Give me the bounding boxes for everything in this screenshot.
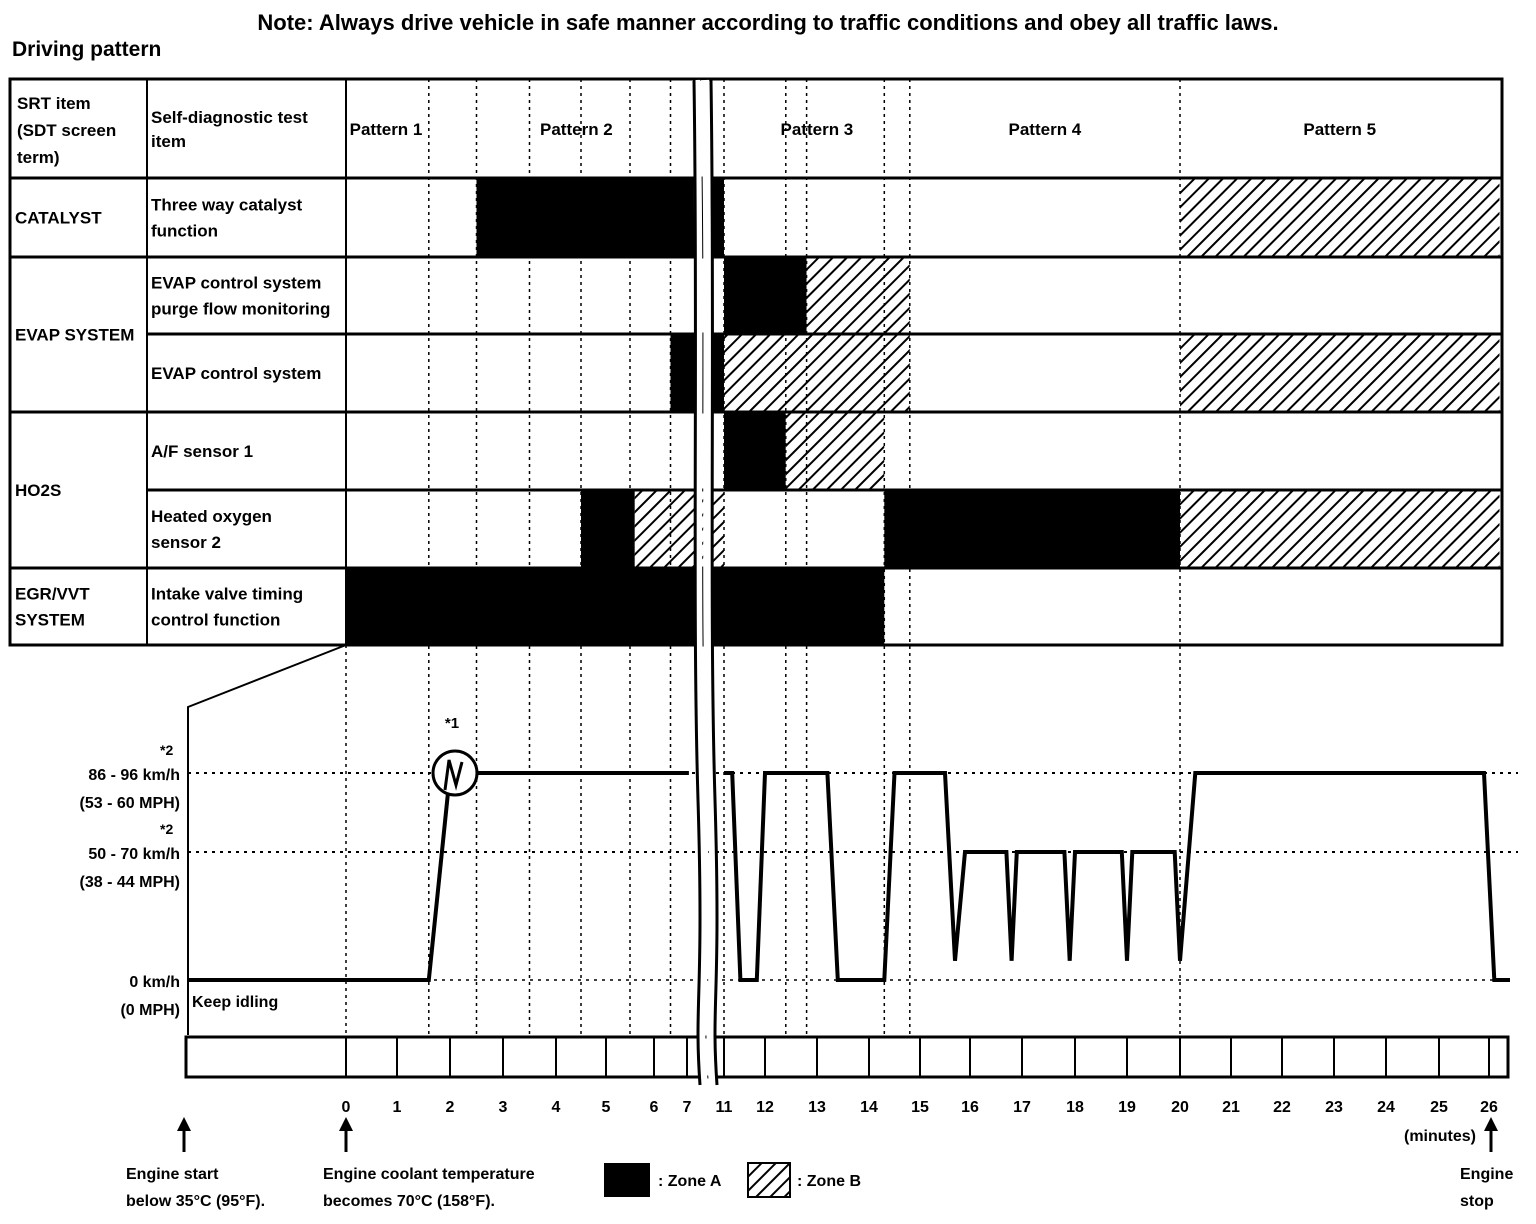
coolant-arrow-head <box>339 1117 353 1131</box>
zone-a-block <box>724 412 786 490</box>
safety-note: Note: Always drive vehicle in safe manner according to traffic conditions and obey all traffic laws. <box>257 10 1279 35</box>
srt-group-label: EGR/VVT <box>15 584 90 604</box>
pattern-label: Pattern 3 <box>780 120 854 139</box>
speed-level-note: *2 <box>160 742 174 758</box>
time-tick-label: 13 <box>808 1099 826 1116</box>
time-tick-label: 21 <box>1222 1099 1240 1116</box>
test-item-label: sensor 2 <box>151 533 221 552</box>
test-item-label: Three way catalyst <box>151 195 303 215</box>
time-tick-label: 15 <box>911 1099 929 1116</box>
time-tick-label: 6 <box>649 1099 659 1116</box>
time-tick-label: 17 <box>1013 1099 1031 1116</box>
time-tick-label: 23 <box>1325 1099 1343 1116</box>
header-test-item: item <box>151 132 186 151</box>
time-tick-label: 19 <box>1118 1099 1136 1116</box>
test-item-label: EVAP control system <box>151 364 322 383</box>
test-item-label: function <box>151 221 219 241</box>
legend-zone-b-swatch <box>748 1163 790 1197</box>
engine-stop-label: stop <box>1460 1193 1494 1210</box>
time-tick-label: 7 <box>682 1099 692 1116</box>
speed-level-label: (0 MPH) <box>120 1002 180 1019</box>
coolant-label: Engine coolant temperature <box>323 1166 535 1183</box>
srt-group-label: CATALYST <box>15 208 102 228</box>
header-srt-item: term) <box>17 148 60 167</box>
legend-zone-b-label: : Zone B <box>797 1173 861 1190</box>
zone-b-block <box>1180 490 1500 568</box>
time-axis-bar <box>186 1037 1508 1077</box>
test-item-label: Intake valve timing <box>151 584 304 604</box>
zone-b-block <box>1180 178 1500 257</box>
engine-start-arrow-head <box>177 1117 191 1131</box>
engine-stop-label: Engine <box>1460 1166 1514 1183</box>
zone-a-block <box>581 490 635 568</box>
engine-start-label: Engine start <box>126 1166 219 1183</box>
page-title: Driving pattern <box>12 38 162 61</box>
time-tick-label: 14 <box>860 1099 878 1116</box>
speed-level-label: (53 - 60 MPH) <box>79 795 180 812</box>
legend-zone-a-label: : Zone A <box>658 1173 722 1190</box>
time-tick-label: 25 <box>1430 1099 1448 1116</box>
zoom-connector <box>188 645 346 1035</box>
zone-a-block <box>884 490 1180 568</box>
speed-level-label: (38 - 44 MPH) <box>79 874 180 891</box>
speed-level-label: 0 km/h <box>129 974 180 991</box>
pattern-label: Pattern 5 <box>1303 120 1377 139</box>
zone-a-block <box>724 257 807 334</box>
time-tick-label: 2 <box>445 1099 455 1116</box>
test-item-label: control function <box>151 610 281 630</box>
speed-level-label: 86 - 96 km/h <box>88 767 180 784</box>
time-tick-label: 24 <box>1377 1099 1395 1116</box>
time-tick-label: 1 <box>392 1099 402 1116</box>
srt-group-label: SYSTEM <box>15 610 85 630</box>
zone-b-block <box>1180 334 1500 412</box>
time-tick-label: 0 <box>341 1099 351 1116</box>
zone-b-block <box>724 334 910 412</box>
time-axis-label: (minutes) <box>1404 1128 1476 1145</box>
engine-stop-arrow-head <box>1484 1117 1498 1131</box>
keep-idling-label: Keep idling <box>192 994 279 1011</box>
time-tick-label: 3 <box>498 1099 508 1116</box>
legend-zone-a-swatch <box>604 1163 650 1197</box>
pattern-label: Pattern 1 <box>349 120 423 139</box>
header-test-item: Self-diagnostic test <box>151 108 308 127</box>
acceleration-circle <box>433 751 477 795</box>
time-tick-label: 26 <box>1480 1099 1498 1116</box>
acceleration-note: *1 <box>444 715 460 732</box>
test-item-label: Heated oxygen <box>151 507 272 526</box>
header-srt-item: SRT item <box>17 94 91 113</box>
srt-group-label: HO2S <box>15 481 62 500</box>
test-item-label: A/F sensor 1 <box>151 442 254 461</box>
time-tick-label: 4 <box>551 1099 561 1116</box>
speed-level-label: 50 - 70 km/h <box>88 846 180 863</box>
pattern-label: Pattern 4 <box>1008 120 1082 139</box>
time-tick-label: 12 <box>756 1099 774 1116</box>
vehicle-speed-trace <box>724 773 1510 980</box>
time-tick-label: 16 <box>961 1099 979 1116</box>
zone-b-block <box>807 257 910 334</box>
time-tick-label: 5 <box>601 1099 611 1116</box>
time-tick-label: 22 <box>1273 1099 1291 1116</box>
pattern-label: Pattern 2 <box>540 120 613 139</box>
zone-a-block <box>346 568 884 645</box>
zone-a-block <box>477 178 725 257</box>
zone-b-block <box>786 412 885 490</box>
header-srt-item: (SDT screen <box>17 121 117 140</box>
time-tick-label: 11 <box>715 1099 733 1116</box>
test-item-label: EVAP control system <box>151 273 322 293</box>
test-item-label: purge flow monitoring <box>151 299 331 319</box>
vehicle-speed-trace <box>188 773 689 980</box>
speed-level-note: *2 <box>160 821 174 837</box>
time-tick-label: 20 <box>1171 1099 1189 1116</box>
coolant-label: becomes 70°C (158°F). <box>323 1193 495 1210</box>
engine-start-label: below 35°C (95°F). <box>126 1193 266 1210</box>
time-tick-label: 18 <box>1066 1099 1084 1116</box>
srt-group-label: EVAP SYSTEM <box>15 325 135 345</box>
